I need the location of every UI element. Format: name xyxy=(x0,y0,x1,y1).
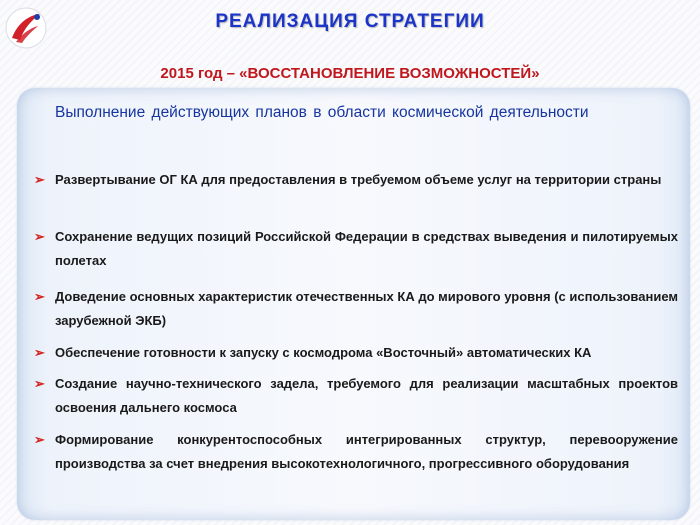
arrow-bullet-icon: ➢ xyxy=(34,229,45,244)
list-item-text: Доведение основных характеристик отечественных КА до мирового уровня (с использованием зарубежной ЭКБ) xyxy=(55,289,678,328)
list-item-text: Развертывание ОГ КА для предоставления в требуемом объеме услуг на территории страны xyxy=(55,172,662,187)
arrow-bullet-icon: ➢ xyxy=(34,432,45,447)
arrow-bullet-icon: ➢ xyxy=(34,172,45,187)
list-item xyxy=(34,372,678,428)
list-item-text: Обеспечение готовности к запуску с космодрома «Восточный» автоматических КА xyxy=(55,345,592,360)
arrow-bullet-icon: ➢ xyxy=(34,376,45,391)
list-item xyxy=(34,168,678,225)
bullet-list xyxy=(34,168,678,508)
intro-text: Выполнение действующих планов в области космической деятельности xyxy=(55,104,589,121)
list-item-text: Создание научно-технического задела, требуемого для реализации масштабных проектов освоения дальнего космоса xyxy=(55,376,678,415)
list-item-text: Сохранение ведущих позиций Российской Федерации в средствах выведения и пилотируемых полетах xyxy=(55,229,678,268)
list-item-text: Формирование конкурентоспособных интегрированных структур, перевооружение производства за счет внедрения высокотехнологичного, прогрессивного оборудования xyxy=(55,432,678,471)
list-item xyxy=(34,341,678,372)
list-item xyxy=(34,225,678,285)
list-item xyxy=(34,428,678,508)
list-item xyxy=(34,285,678,341)
slide-subtitle: 2015 год – «ВОССТАНОВЛЕНИЕ ВОЗМОЖНОСТЕЙ» xyxy=(160,65,540,82)
arrow-bullet-icon: ➢ xyxy=(34,289,45,304)
arrow-bullet-icon: ➢ xyxy=(34,345,45,360)
slide-title: РЕАЛИЗАЦИЯ СТРАТЕГИИ xyxy=(215,11,485,32)
